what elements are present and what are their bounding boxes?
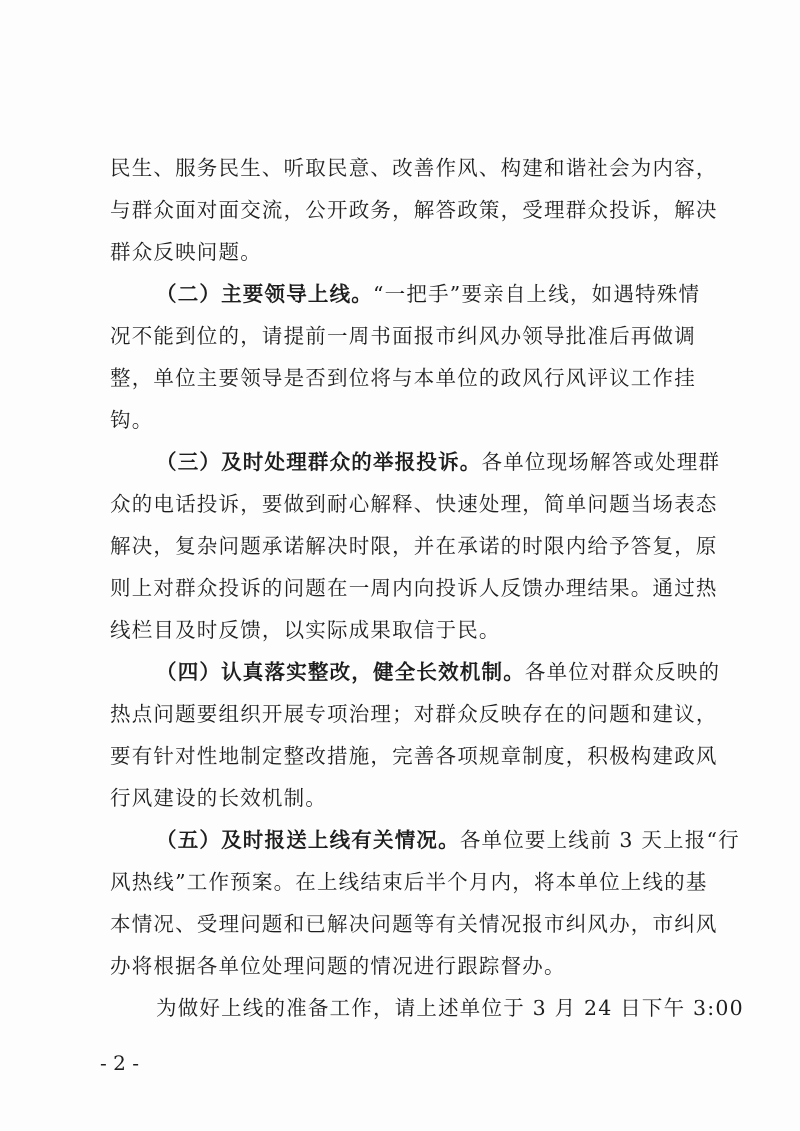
- section-heading: （五）及时报送上线有关情况。: [156, 828, 460, 852]
- body-line: 热点问题要组织开展专项治理；对群众反映存在的问题和建议，: [110, 702, 718, 726]
- body-line: 线栏目及时反馈，以实际成果取信于民。: [110, 618, 501, 642]
- body-line: 办将根据各单位处理问题的情况进行跟踪督办。: [110, 954, 566, 978]
- section-heading: （三）及时处理群众的举报投诉。: [156, 450, 482, 474]
- section-first-line: [156, 652, 721, 692]
- section-text: 各单位现场解答或处理群: [481, 450, 721, 474]
- section-first-line: 为做好上线的准备工作，请上述单位于 3 月 24 日下午 3:00: [156, 996, 744, 1020]
- body-line: 要有针对性地制定整改措施，完善各项规章制度，积极构建政风: [110, 744, 718, 768]
- body-line: 民生、服务民生、听取民意、改善作风、构建和谐社会为内容，: [110, 156, 718, 180]
- body-line: 风热线”工作预案。在上线结束后半个月内，将本单位上线的基: [110, 870, 708, 894]
- section-heading: （四）认真落实整改，健全长效机制。: [156, 660, 525, 684]
- body-line: 则上对群众投诉的问题在一周内向投诉人反馈办理结果。通过热: [110, 576, 718, 600]
- section-first-line: [156, 274, 710, 314]
- body-line: 整，单位主要领导是否到位将与本单位的政风行风评议工作挂: [110, 366, 696, 390]
- body-line: 群众反映问题。: [110, 240, 262, 264]
- body-line: 与群众面对面交流，公开政务，解答政策，受理群众投诉，解决: [110, 198, 718, 222]
- page-number: - 2 -: [100, 1051, 139, 1075]
- section-text: 各单位对群众反映的: [524, 660, 721, 684]
- section-text: “一把手”要亲自上线，如遇特殊情: [373, 282, 701, 306]
- section-text: 各单位要上线前 3 天上报“行: [459, 828, 740, 852]
- section-heading: （二）主要领导上线。: [156, 282, 373, 306]
- section-first-line: [156, 442, 721, 482]
- body-line: 解决，复杂问题承诺解决时限，并在承诺的时限内给予答复，原: [110, 534, 718, 558]
- body-line: 行风建设的长效机制。: [110, 786, 327, 810]
- body-line: 钩。: [110, 408, 154, 432]
- body-line: 本情况、受理问题和已解决问题等有关情况报市纠风办，市纠风: [110, 912, 718, 936]
- section-first-line: [156, 820, 740, 860]
- body-line: 况不能到位的，请提前一周书面报市纠风办领导批准后再做调: [110, 324, 696, 348]
- body-line: 众的电话投诉，要做到耐心解释、快速处理，简单问题当场表态: [110, 492, 718, 516]
